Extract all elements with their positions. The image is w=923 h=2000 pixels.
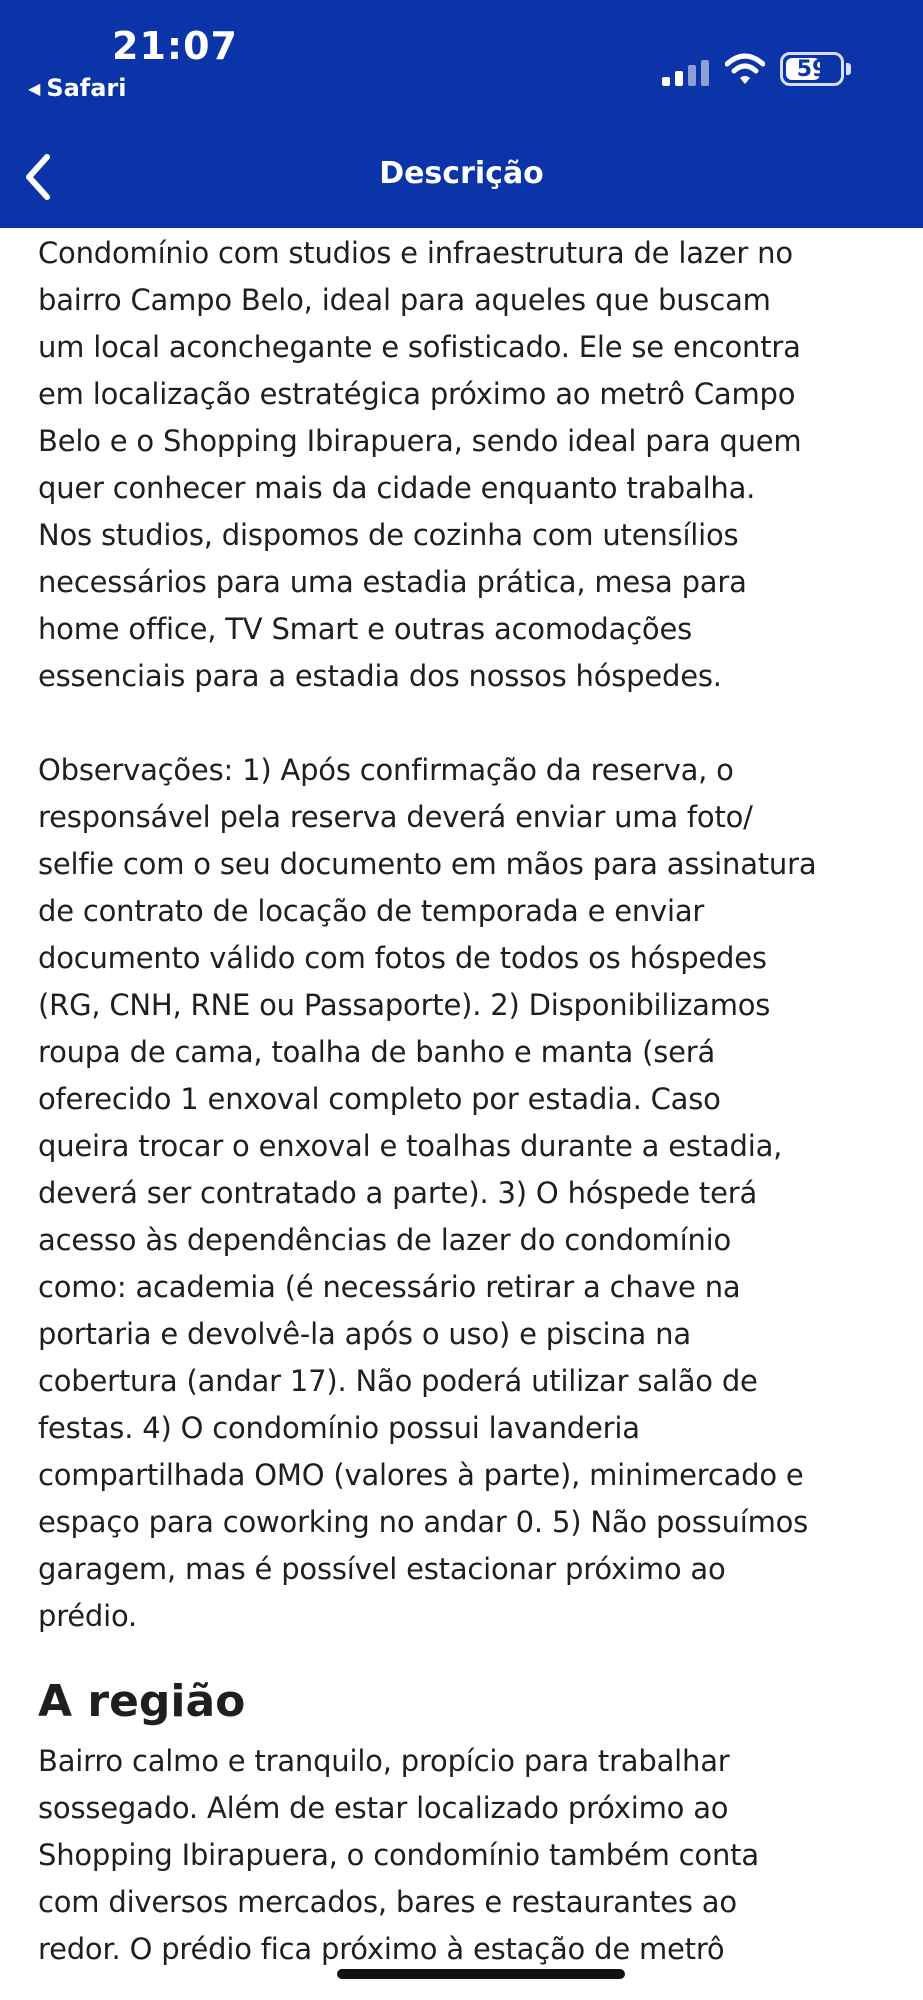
wifi-icon [725, 52, 765, 86]
description-content [38, 176, 898, 1973]
battery-tip [846, 63, 851, 75]
paragraph-spacer [38, 700, 898, 747]
region-heading: A região [38, 1676, 246, 1727]
section-spacer [38, 1640, 898, 1672]
back-to-safari-link[interactable] [28, 74, 127, 102]
strikethrough-mark [337, 1969, 625, 1979]
battery-icon [780, 52, 844, 86]
status-time: 21:07 [112, 24, 238, 68]
back-triangle-icon: ◀ [28, 78, 41, 98]
cellular-signal-icon [662, 60, 712, 86]
page-title: Descrição [379, 156, 544, 191]
navigation-header [0, 0, 923, 228]
region-paragraph: Bairro calmo e tranquilo, propício para trabalhar sossegado. Além de estar localizado próximo ao Shopping Ibirapuera, o condomínio também conta com diversos mercados, bares e restaurantes ao redor. O prédio fica próximo à estação de metrô [38, 1744, 759, 1966]
battery-level: 59 [796, 56, 828, 82]
back-app-label: Safari [46, 74, 127, 102]
observations-paragraph: Observações: 1) Após confirmação da reserva, o responsável pela reserva deverá enviar uma foto/ selfie com o seu documento em mãos para assinatura de contrato de locação de temporada e enviar documento válido com fotos de todos os hóspedes (RG, CNH, RNE ou Passaporte). 2) Disponibilizamos roupa de cama, toalha de banho e manta (será oferecido 1 enxoval completo por estadia. Caso queira trocar o enxoval e toalhas durante a estadia, deverá ser contratado a parte). 3) O hóspede terá acesso às dependências de lazer do condomínio como: academia (é necessário retirar a chave na portaria e devolvê-la após o uso) e piscina na cobertura (andar 17). Não poderá utilizar salão de festas. 4) O condomínio possui lavanderia compartilhada OMO (valores à parte), minimercado e espaço para coworking no andar 0. 5) Não possuímos garagem, mas é possível estacionar próximo ao prédio. [38, 753, 817, 1633]
description-paragraph: Condomínio com studios e infraestrutura de lazer no bairro Campo Belo, ideal para aqueles que buscam um local aconchegante e sofisticado. Ele se encontra em localização estratégica próximo ao metrô Campo Belo e o Shopping Ibirapuera, sendo ideal para quem quer conhecer mais da cidade enquanto trabalha. Nos studios, dispomos de cozinha com utensílios necessários para uma estadia prática, mesa para home office, TV Smart e outras acomodações essenciais para a estadia dos nossos hóspedes. [38, 236, 802, 693]
